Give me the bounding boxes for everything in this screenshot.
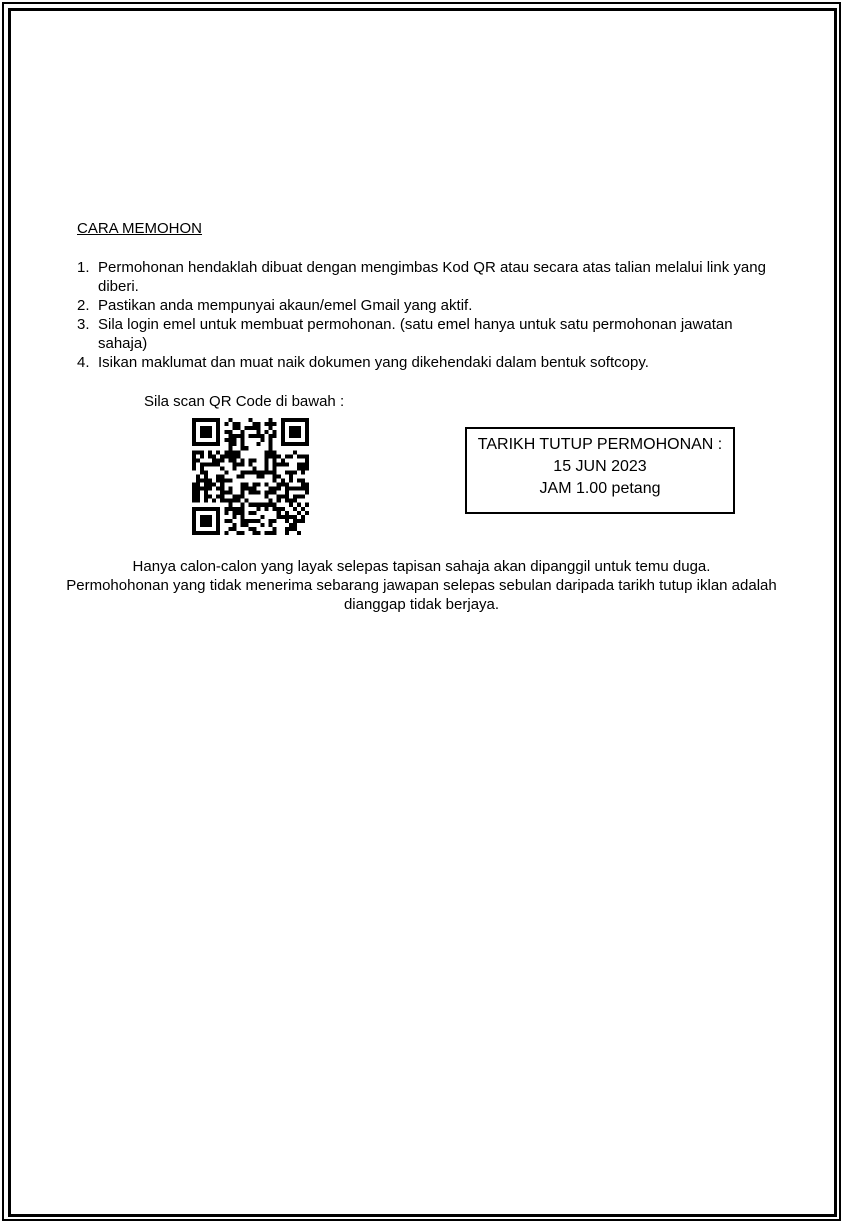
- note-unsuccessful: Permohohonan yang tidak menerima sebarang jawapan selepas sebulan daripada tarikh tutup iklan adalah dianggap tidak berjaya.: [66, 577, 777, 613]
- notes-block: [60, 557, 783, 614]
- qr-code-icon[interactable]: [192, 418, 309, 535]
- step-number: 3.: [77, 316, 90, 333]
- deadline-title: TARIKH TUTUP PERMOHONAN :: [477, 436, 723, 453]
- application-steps-list: [77, 258, 767, 372]
- step-item: [77, 353, 767, 372]
- step-item: [77, 296, 767, 315]
- step-text: Permohonan hendaklah dibuat dengan mengimbas Kod QR atau secara atas talian melalui link yang diberi.: [98, 259, 766, 295]
- step-number: 4.: [77, 354, 90, 371]
- deadline-date: 15 JUN 2023: [553, 458, 647, 475]
- note-shortlist: Hanya calon-calon yang layak selepas tapisan sahaja akan dipanggil untuk temu duga.: [132, 558, 711, 575]
- step-text: Pastikan anda mempunyai akaun/emel Gmail yang aktif.: [98, 297, 473, 314]
- step-item: [77, 315, 767, 353]
- qr-scan-label: Sila scan QR Code di bawah :: [144, 393, 345, 410]
- step-text: Sila login emel untuk membuat permohonan. (satu emel hanya untuk satu permohonan jawatan sahaja): [98, 316, 733, 352]
- step-number: 1.: [77, 259, 90, 276]
- step-text: Isikan maklumat dan muat naik dokumen yang dikehendaki dalam bentuk softcopy.: [98, 354, 649, 371]
- section-heading: CARA MEMOHON: [77, 220, 203, 237]
- deadline-time: JAM 1.00 petang: [539, 480, 661, 497]
- deadline-box: [465, 427, 735, 514]
- step-number: 2.: [77, 297, 90, 314]
- step-item: [77, 258, 767, 296]
